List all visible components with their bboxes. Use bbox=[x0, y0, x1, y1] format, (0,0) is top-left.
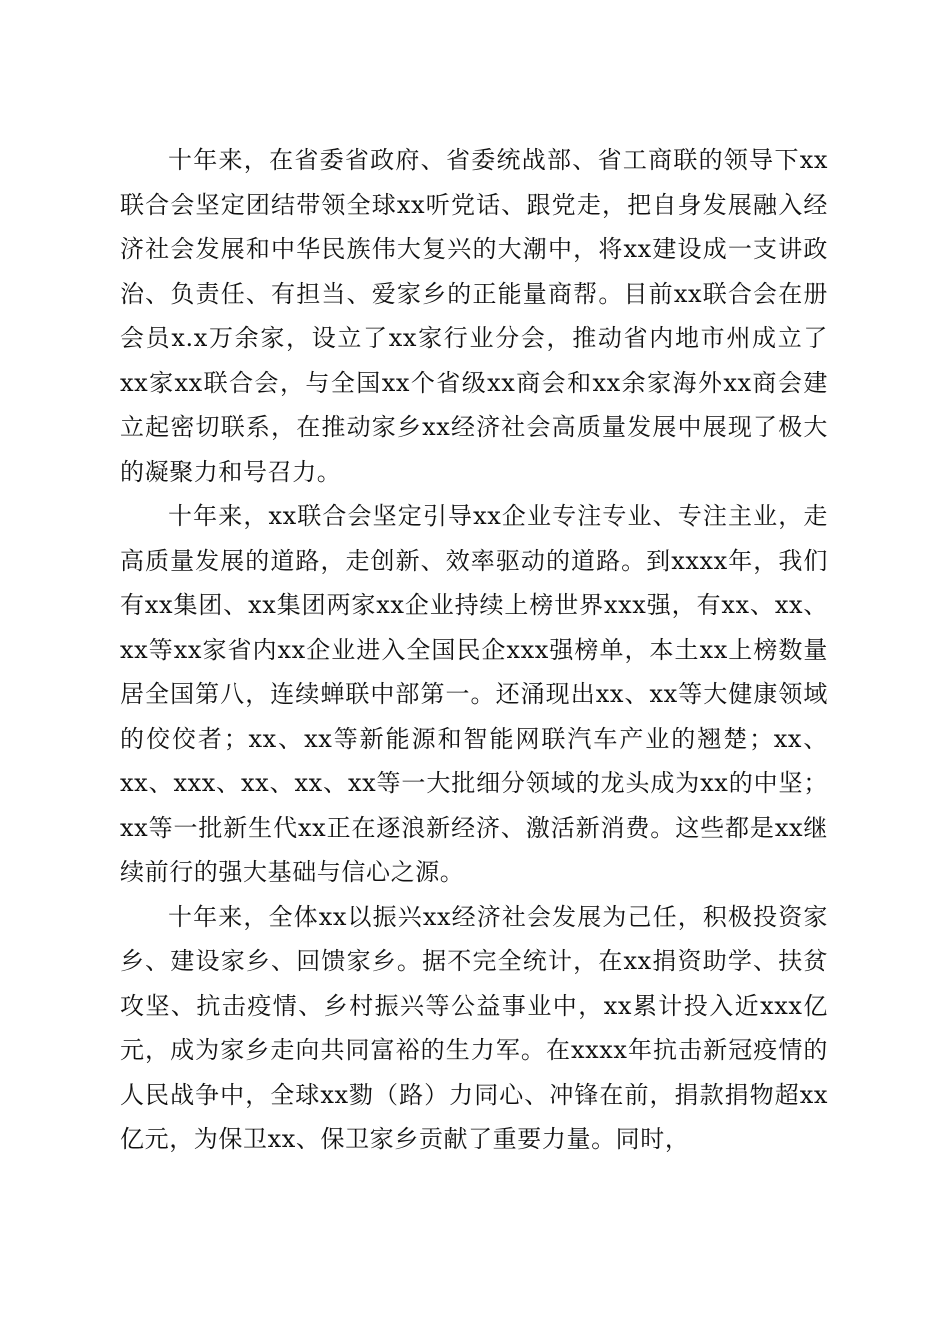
document-body bbox=[120, 138, 828, 1162]
paragraph-3: 十年来，全体xx以振兴xx经济社会发展为己任，积极投资家乡、建设家乡、回馈家乡。据不完全统计，在xx捐资助学、扶贫攻坚、抗击疫情、乡村振兴等公益事业中，xx累计投入近xxx亿元，成为家乡走向共同富裕的生力军。在xxxx年抗击新冠疫情的人民战争中，全球xx勠（路）力同心、冲锋在前，捐款捐物超xx亿元，为保卫xx、保卫家乡贡献了重要力量。同时， bbox=[120, 902, 828, 1153]
paragraph-1: 十年来，在省委省政府、省委统战部、省工商联的领导下xx联合会坚定团结带领全球xx听党话、跟党走，把自身发展融入经济社会发展和中华民族伟大复兴的大潮中，将xx建设成一支讲政治、负责任、有担当、爱家乡的正能量商帮。目前xx联合会在册会员x.x万余家，设立了xx家行业分会，推动省内地市州成立了xx家xx联合会，与全国xx个省级xx商会和xx余家海外xx商会建立起密切联系，在推动家乡xx经济社会高质量发展中展现了极大的凝聚力和号召力。 bbox=[120, 146, 828, 486]
paragraph-2: 十年来，xx联合会坚定引导xx企业专注专业、专注主业，走高质量发展的道路，走创新、效率驱动的道路。到xxxx年，我们有xx集团、xx集团两家xx企业持续上榜世界xxx强，有xx、xx、xx等xx家省内xx企业进入全国民企xxx强榜单，本土xx上榜数量居全国第八，连续蝉联中部第一。还涌现出xx、xx等大健康领域的佼佼者；xx、xx等新能源和智能网联汽车产业的翘楚；xx、xx、xxx、xx、xx、xx等一大批细分领域的龙头成为xx的中坚；xx等一批新生代xx正在逐浪新经济、激活新消费。这些都是xx继续前行的强大基础与信心之源。 bbox=[120, 502, 828, 886]
